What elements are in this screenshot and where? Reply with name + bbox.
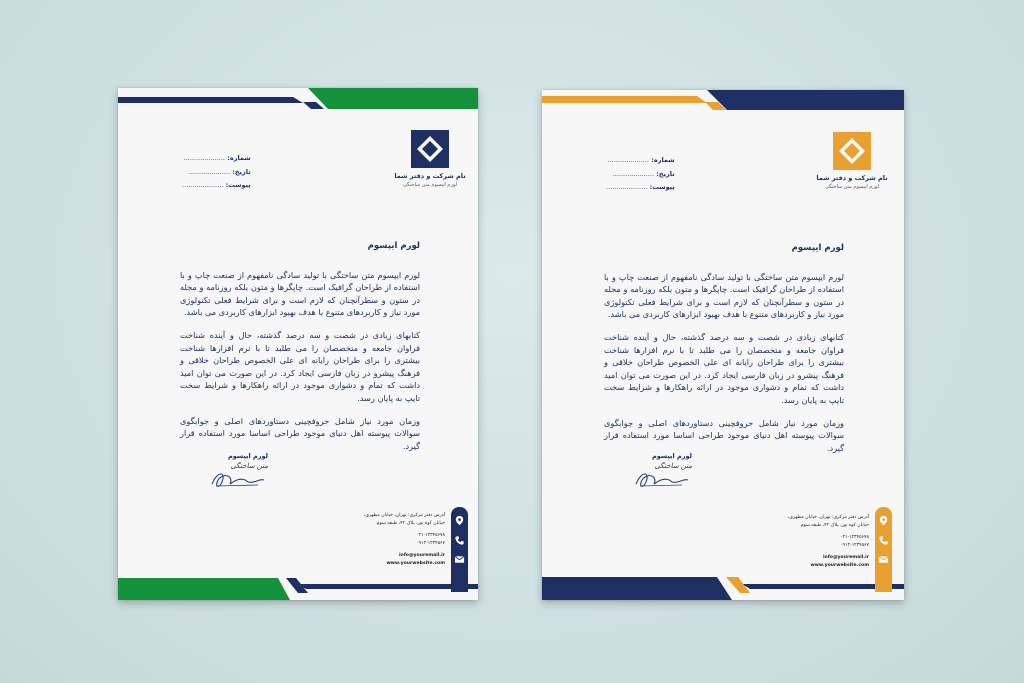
number-label: شماره: — [651, 156, 675, 164]
phone-icon — [878, 535, 889, 546]
number-dots: .................... — [607, 156, 649, 164]
top-orange-band — [542, 96, 707, 103]
website: www.yourwebsite.com — [810, 562, 869, 568]
signatory-name: لورم ایپسوم — [227, 452, 268, 460]
attachment-label: پیوست: — [225, 181, 251, 189]
top-green-band — [308, 88, 478, 109]
contact-info — [742, 514, 869, 569]
phone-2: ۰۹۱۲-۱۲۳۴۵۶۷ — [840, 542, 869, 548]
paragraph-3: وزمان مورد نیاز شامل حروفچینی دستاوردهای اصلی و جوابگوی سوالات پیوسته اهل دنیای موجود طراحی اساسا مورد استفاده قرار گیرد. — [180, 415, 420, 451]
paragraph-3: وزمان مورد نیاز شامل حروفچینی دستاوردهای اصلی و جوابگوی سوالات پیوسته اهل دنیای موجود طراحی اساسا مورد استفاده قرار گیرد. — [604, 417, 844, 453]
date-label: تاریخ: — [232, 167, 251, 176]
paragraph-1: لورم ایپسوم متن ساختگی با تولید سادگی نامفهوم از صنعت چاپ و با استفاده از طراحان گرافیک است. چاپگرها و متون بلکه روزنامه و مجله در ستون و سطرآنچنان که لازم است و برای شرایط فعلی تکنولوژی مورد نیاز و کاربردهای متنوع با هدف بهبود ابزارهای کاربردی می باشد. — [604, 271, 844, 320]
website: www.yourwebsite.com — [386, 560, 445, 566]
phone-icon — [454, 535, 465, 546]
contact-info — [318, 512, 445, 567]
phone-2: ۰۹۱۲-۱۲۳۴۵۶۷ — [416, 540, 445, 546]
letter-body — [180, 240, 420, 462]
signatory-title: متن ساختگی — [654, 462, 692, 470]
paragraph-1: لورم ایپسوم متن ساختگی با تولید سادگی نامفهوم از صنعت چاپ و با استفاده از طراحان گرافیک است. چاپگرها و متون بلکه روزنامه و مجله در ستون و سطرآنچنان که لازم است و برای شرایط فعلی تکنولوژی مورد نیاز و کاربردهای متنوع با هدف بهبود ابزارهای کاربردی می باشد. — [180, 269, 420, 318]
letter-body — [604, 242, 844, 464]
attachment-field — [606, 181, 675, 195]
bottom-navy-band — [542, 577, 732, 600]
number-field — [606, 154, 675, 168]
attachment-dots: .................... — [182, 181, 224, 189]
signature-block — [622, 452, 692, 490]
address-line-1: آدرس دفتر مرکزی: تهران، خیابان مطهری، — [787, 515, 869, 520]
phone-1: ۰۲۱-۱۲۳۴۵۶۷۸ — [840, 535, 869, 540]
company-logo-block — [802, 132, 902, 190]
company-logo-icon — [411, 130, 449, 168]
attachment-field — [182, 179, 251, 193]
handwritten-signature — [208, 468, 268, 490]
number-field — [182, 152, 251, 166]
contact-icon-bar — [451, 507, 468, 592]
date-label: تاریخ: — [656, 169, 675, 178]
date-field — [606, 168, 675, 182]
company-logo-block — [380, 130, 478, 188]
contact-icon-bar — [875, 507, 892, 592]
email: info@youremail.ir — [398, 553, 445, 558]
address-line-1: آدرس دفتر مرکزی: تهران، خیابان مطهری، — [363, 513, 445, 518]
letterhead-orange — [542, 90, 904, 600]
company-tagline: لورم ایپسوم متن ساختگی — [824, 184, 880, 190]
company-name: نام شرکت و دفتر شما — [394, 172, 466, 180]
address-line-2: خیابان کوه نور، پلاک ۴۲، طبقه سوم — [800, 522, 869, 528]
top-navy-band — [707, 90, 904, 110]
mail-icon — [454, 554, 465, 565]
letter-heading: لورم ایپسوم — [367, 241, 420, 251]
reference-fields — [606, 154, 675, 195]
bottom-green-band — [118, 578, 290, 600]
top-navy-band — [118, 97, 303, 103]
date-field — [182, 166, 251, 180]
company-tagline: لورم ایپسوم متن ساختگی — [402, 182, 458, 188]
number-label: شماره: — [227, 154, 251, 162]
signatory-name: لورم ایپسوم — [651, 452, 692, 460]
company-name: نام شرکت و دفتر شما — [816, 174, 888, 182]
top-navy-accent — [303, 102, 324, 109]
company-logo-icon — [833, 132, 871, 170]
date-dots: .................... — [612, 169, 655, 178]
attachment-label: پیوست: — [649, 183, 675, 191]
date-dots: .................... — [188, 167, 231, 176]
address-line-2: خیابان کوه نور، پلاک ۴۲، طبقه سوم — [376, 520, 445, 526]
location-pin-icon — [454, 515, 465, 526]
paragraph-2: کتابهای زیادی در شصت و سه درصد گذشته، حال و آینده شناخت فراوان جامعه و متخصصان را می طلبد تا با نرم افزارها شناخت بیشتری را برای طراحان رایانه ای علی الخصوص طراحان خلاقی و فرهنگ پیشرو در زبان فارسی ایجاد کرد. در این صورت می توان امید داشت که تمام و دشواری موجود در ارائه راهکارها و شرایط سخت تایپ به پایان رسد. — [604, 331, 844, 405]
letterhead-green — [118, 88, 478, 600]
attachment-dots: .................... — [606, 183, 648, 191]
handwritten-signature — [632, 468, 692, 490]
letter-heading: لورم ایپسوم — [791, 243, 844, 253]
location-pin-icon — [878, 515, 889, 526]
mail-icon — [878, 554, 889, 565]
reference-fields — [182, 152, 251, 193]
phone-1: ۰۲۱-۱۲۳۴۵۶۷۸ — [416, 533, 445, 538]
signatory-title: متن ساختگی — [230, 462, 268, 470]
email: info@youremail.ir — [822, 555, 869, 560]
paragraph-2: کتابهای زیادی در شصت و سه درصد گذشته، حال و آینده شناخت فراوان جامعه و متخصصان را می طلبد تا با نرم افزارها شناخت بیشتری را برای طراحان رایانه ای علی الخصوص طراحان خلاقی و فرهنگ پیشرو در زبان فارسی ایجاد کرد. در این صورت می توان امید داشت که تمام و دشواری موجود در ارائه راهکارها و شرایط سخت تایپ به پایان رسد. — [180, 329, 420, 403]
number-dots: .................... — [183, 154, 225, 162]
signature-block — [198, 452, 268, 490]
